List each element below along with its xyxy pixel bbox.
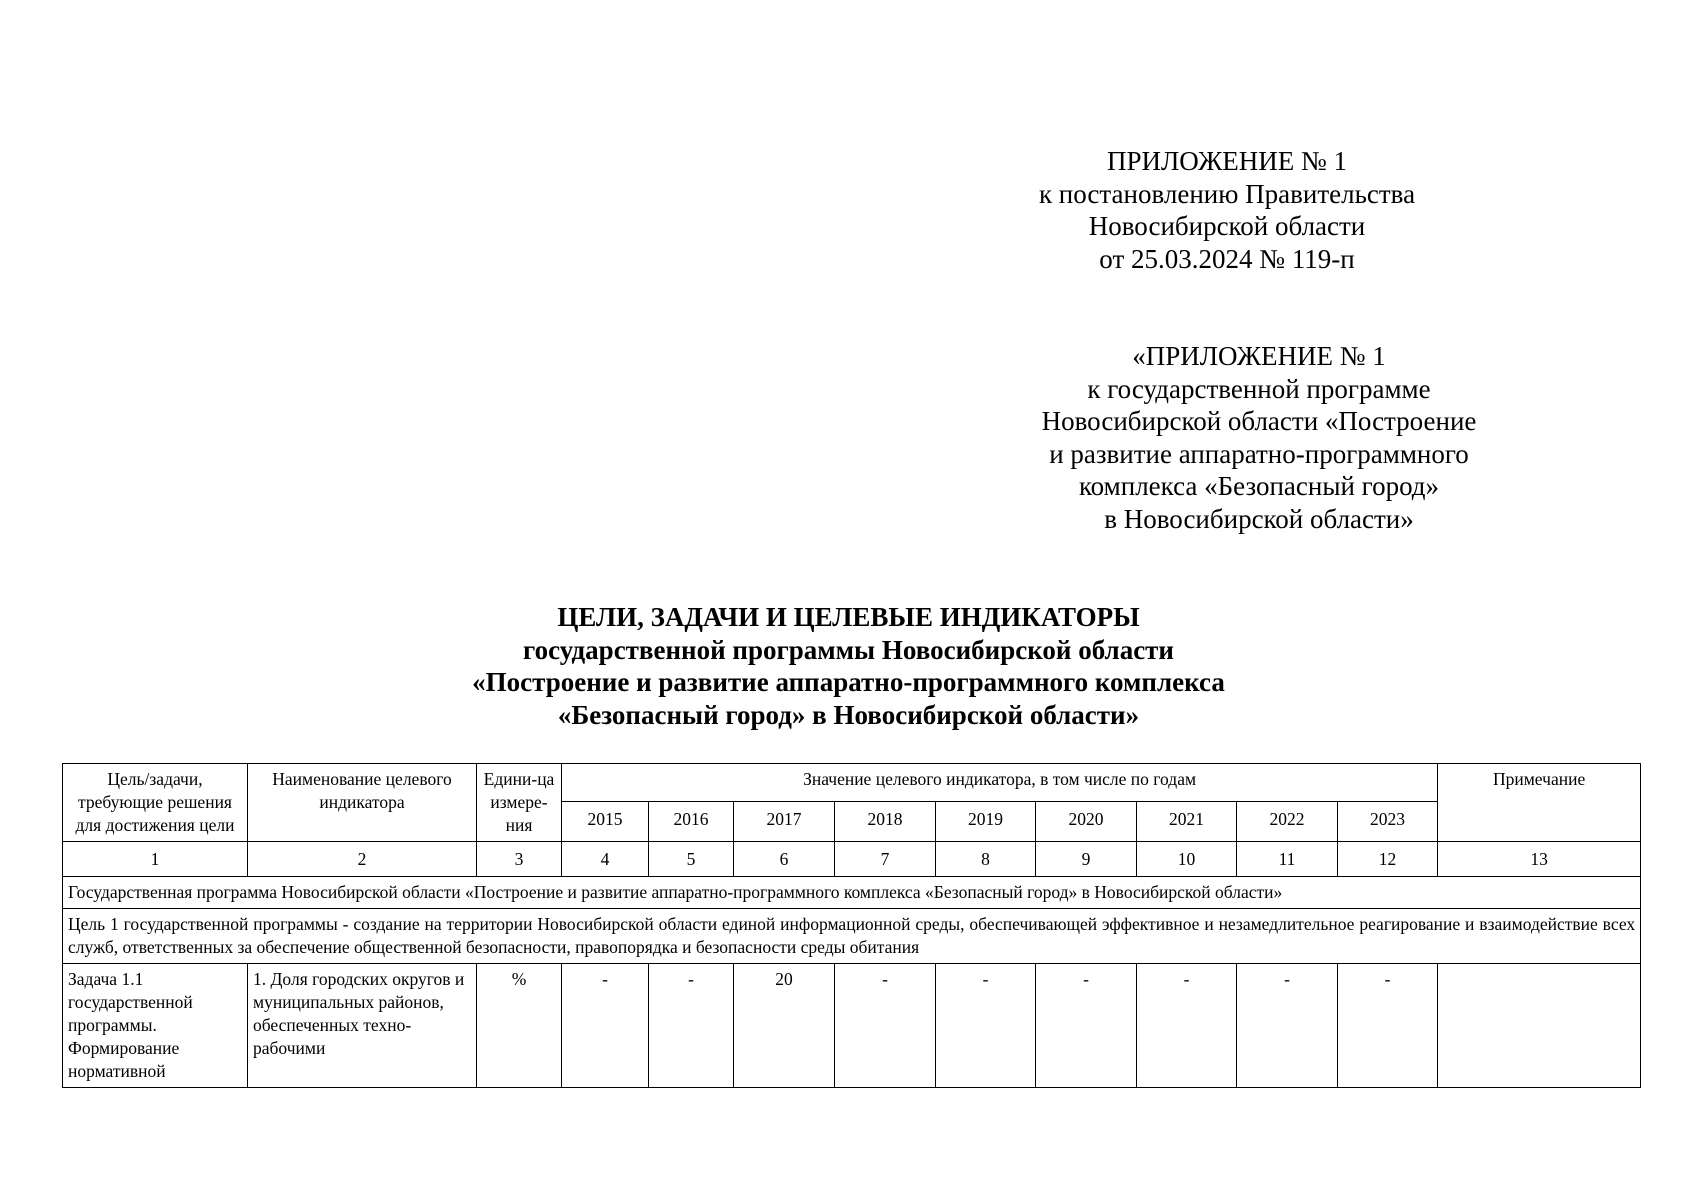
year-cell: 2017	[734, 801, 835, 841]
program-appendix-line: Новосибирской области «Построение	[1041, 406, 1477, 436]
column-number: 1	[63, 842, 248, 877]
program-row-cell: Государственная программа Новосибирской области «Построение и развитие аппаратно-программного комплекса «Безопасный город» в Новосибирской области»	[63, 877, 1641, 909]
value-cell: -	[835, 964, 936, 1088]
title-line: ЦЕЛИ, ЗАДАЧИ И ЦЕЛЕВЫЕ ИНДИКАТОРЫ	[557, 602, 1140, 632]
title-line: «Безопасный город» в Новосибирской области»	[557, 699, 1140, 730]
year-cell: 2016	[649, 801, 734, 841]
appendix-header-line: к постановлению Правительства	[1038, 178, 1416, 209]
unit-cell: %	[477, 964, 562, 1088]
column-number: 3	[477, 842, 562, 877]
header-unit: Едини-ца измере-ния	[477, 764, 562, 842]
header-values: Значение целевого индикатора, в том числе по годам	[562, 764, 1438, 802]
value-cell: -	[1237, 964, 1338, 1088]
program-appendix-line: к государственной программе	[1087, 373, 1431, 404]
title-line: государственной программы Новосибирской области	[523, 634, 1174, 665]
value-cell: -	[936, 964, 1036, 1088]
value-cell: 20	[734, 964, 835, 1088]
year-cell: 2021	[1137, 801, 1237, 841]
program-row	[63, 877, 1641, 909]
header-row	[63, 764, 1641, 802]
program-appendix-line: комплекса «Безопасный город»	[1078, 471, 1440, 501]
indicators-table	[62, 763, 1641, 1088]
appendix-header-line: от 25.03.2024 № 119-п	[1099, 243, 1355, 274]
year-cell: 2020	[1036, 801, 1137, 841]
program-appendix-line: и развитие аппаратно-программного	[1049, 438, 1469, 469]
column-number: 6	[734, 842, 835, 877]
document-title	[0, 601, 1697, 731]
note-cell	[1438, 964, 1641, 1088]
title-line: «Построение и развитие аппаратно-программного комплекса	[472, 667, 1225, 697]
value-cell: -	[1338, 964, 1438, 1088]
program-appendix-line: в Новосибирской области»	[1104, 503, 1414, 534]
year-cell: 2023	[1338, 801, 1438, 841]
column-number: 2	[248, 842, 477, 877]
program-appendix-header	[939, 340, 1579, 535]
column-number: 4	[562, 842, 649, 877]
column-number: 13	[1438, 842, 1641, 877]
appendix-header-line: Новосибирской области	[1088, 211, 1366, 241]
indicator-cell: 1. Доля городских округов и муниципальных районов, обеспеченных техно-рабочими	[248, 964, 477, 1088]
goal-row	[63, 909, 1641, 964]
year-cell: 2018	[835, 801, 936, 841]
header-note: Примечание	[1438, 764, 1641, 842]
column-number: 12	[1338, 842, 1438, 877]
year-cell: 2022	[1237, 801, 1338, 841]
header-goal: Цель/задачи, требующие решения для достижения цели	[63, 764, 248, 842]
column-number: 5	[649, 842, 734, 877]
column-number: 7	[835, 842, 936, 877]
goal-row-cell: Цель 1 государственной программы - создание на территории Новосибирской области единой информационной среды, обеспечивающей эффективное и незамедлительное реагирование и взаимодействие всех служб, ответственных за обеспечение общественной безопасности, правопорядка и безопасности среды обитания	[63, 909, 1641, 964]
appendix-header-line: ПРИЛОЖЕНИЕ № 1	[1106, 146, 1348, 176]
column-number: 11	[1237, 842, 1338, 877]
column-number-row	[63, 842, 1641, 877]
program-appendix-line: «ПРИЛОЖЕНИЕ № 1	[1132, 341, 1386, 371]
column-number: 8	[936, 842, 1036, 877]
table-row	[63, 964, 1641, 1088]
appendix-header	[907, 145, 1547, 275]
value-cell: -	[649, 964, 734, 1088]
year-cell: 2019	[936, 801, 1036, 841]
column-number: 10	[1137, 842, 1237, 877]
value-cell: -	[562, 964, 649, 1088]
value-cell: -	[1036, 964, 1137, 1088]
task-cell: Задача 1.1 государственной программы. Формирование нормативной	[63, 964, 248, 1088]
column-number: 9	[1036, 842, 1137, 877]
year-cell: 2015	[562, 801, 649, 841]
value-cell: -	[1137, 964, 1237, 1088]
header-indicator: Наименование целевого индикатора	[248, 764, 477, 842]
